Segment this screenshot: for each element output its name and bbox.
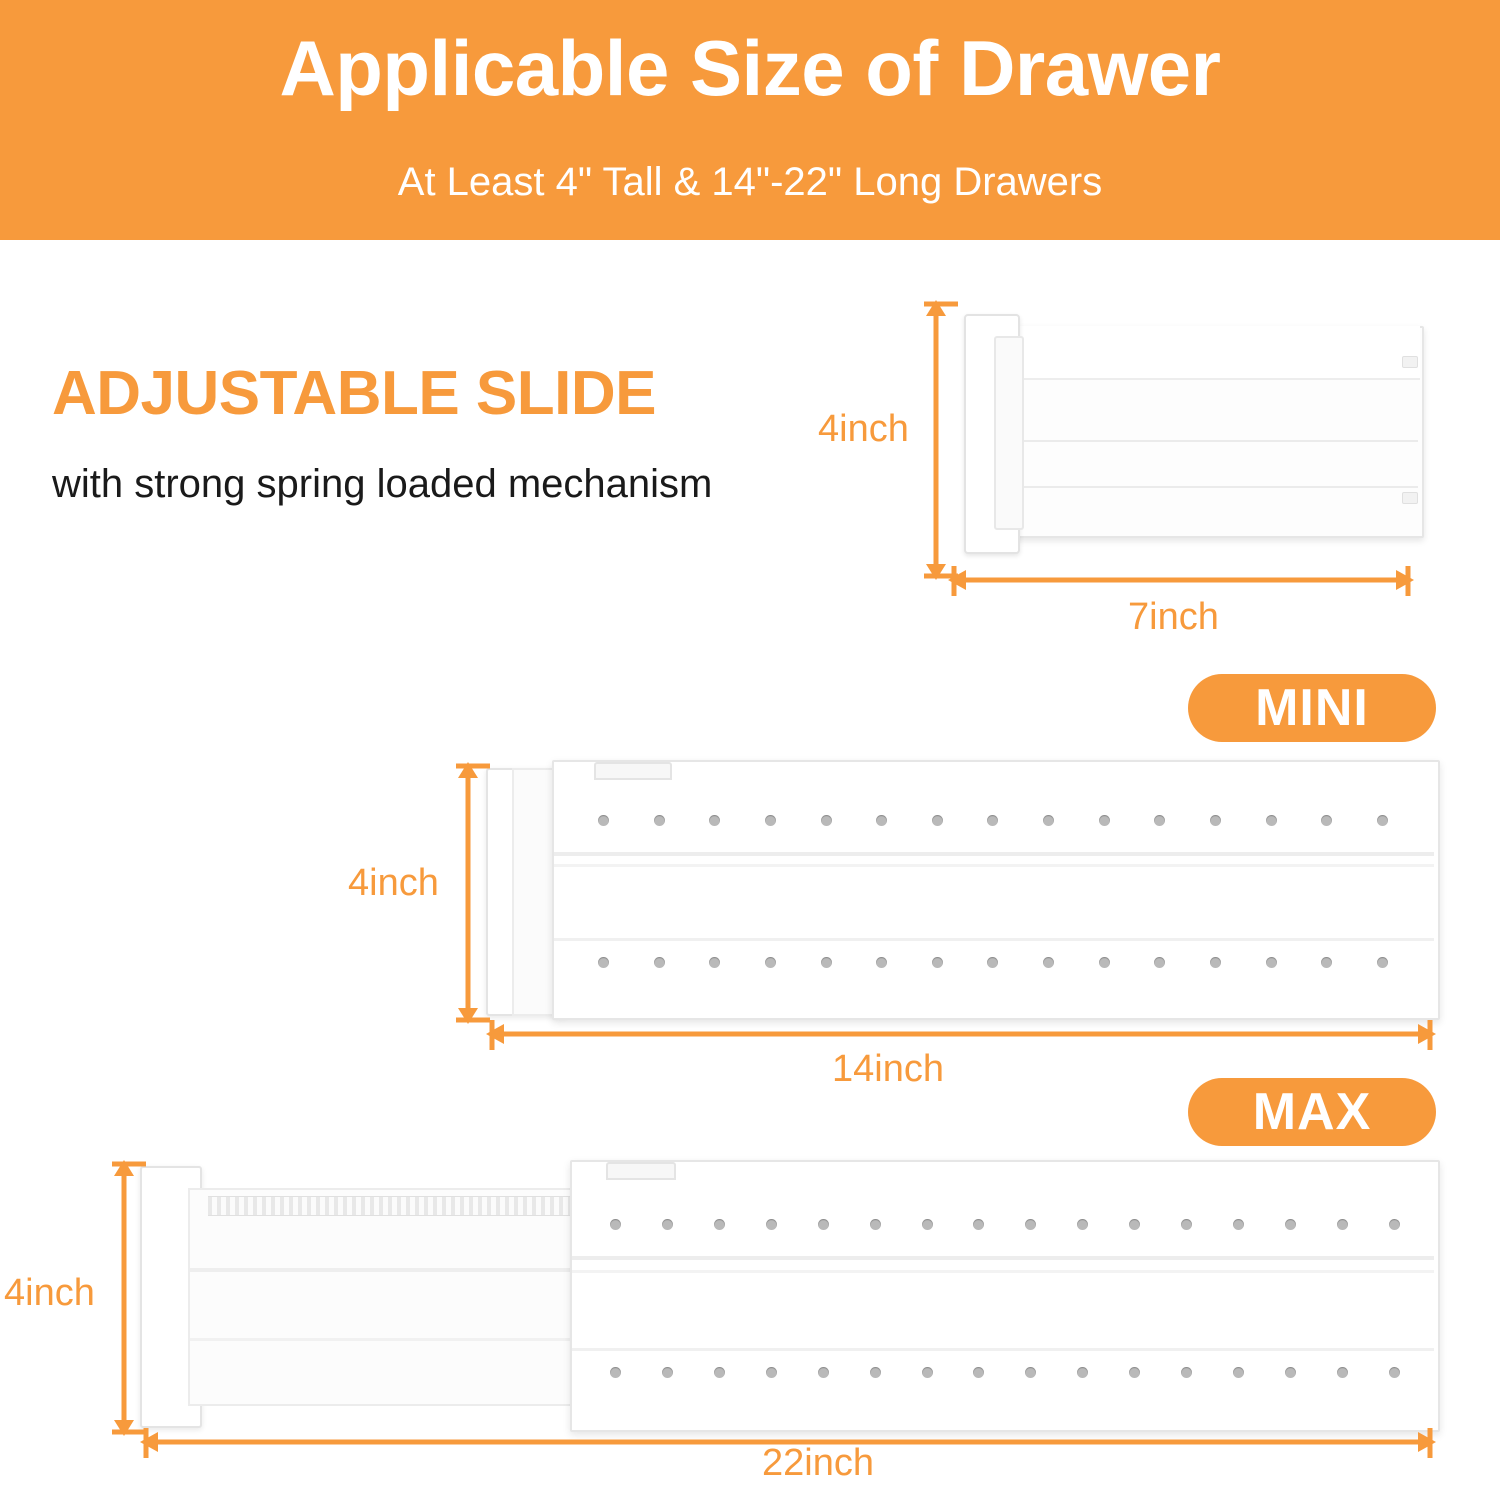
mini-release-tab: [594, 762, 672, 780]
mounting-hole: [610, 1219, 621, 1230]
mini-divider-body: [552, 760, 1440, 1020]
mounting-hole: [987, 957, 998, 968]
max-height-label: 4inch: [4, 1272, 95, 1314]
mounting-hole: [922, 1367, 933, 1378]
mounting-hole: [709, 957, 720, 968]
mounting-hole: [1210, 957, 1221, 968]
mounting-hole: [1043, 815, 1054, 826]
mini-seam-upper-secondary: [554, 864, 1434, 867]
mounting-hole: [1099, 815, 1110, 826]
mounting-hole: [1321, 957, 1332, 968]
mounting-hole: [1377, 957, 1388, 968]
mounting-hole: [610, 1367, 621, 1378]
mounting-hole: [709, 815, 720, 826]
mounting-hole: [1154, 815, 1165, 826]
mounting-hole: [765, 815, 776, 826]
mounting-hole: [1099, 957, 1110, 968]
mini-height-label: 4inch: [348, 862, 439, 904]
mounting-hole: [818, 1367, 829, 1378]
mounting-hole: [1266, 957, 1277, 968]
mounting-hole: [818, 1219, 829, 1230]
divider-clip-bottom: [1402, 492, 1418, 504]
mounting-hole: [821, 957, 832, 968]
height-arrow-small: [920, 300, 960, 580]
max-release-tab: [606, 1162, 676, 1180]
mounting-hole: [1285, 1219, 1296, 1230]
mounting-hole: [598, 957, 609, 968]
mini-hole-row-bottom: [598, 956, 1388, 968]
mounting-hole: [654, 957, 665, 968]
divider-top-band: [1008, 326, 1420, 380]
mounting-hole: [598, 815, 609, 826]
mini-seam-upper: [554, 852, 1434, 856]
mounting-hole: [876, 815, 887, 826]
mounting-hole: [714, 1367, 725, 1378]
mini-seam-lower: [554, 938, 1434, 941]
mounting-hole: [1233, 1219, 1244, 1230]
mounting-hole: [1210, 815, 1221, 826]
mounting-hole: [870, 1367, 881, 1378]
mounting-hole: [1025, 1219, 1036, 1230]
mounting-hole: [1154, 957, 1165, 968]
mounting-hole: [766, 1219, 777, 1230]
max-rail-seam-upper: [190, 1268, 606, 1272]
mounting-hole: [1129, 1367, 1140, 1378]
height-arrow-mini: [452, 762, 492, 1024]
mounting-hole: [973, 1367, 984, 1378]
mounting-hole: [714, 1219, 725, 1230]
mounting-hole: [870, 1219, 881, 1230]
mounting-hole: [987, 815, 998, 826]
mounting-hole: [1337, 1367, 1348, 1378]
mounting-hole: [1025, 1367, 1036, 1378]
max-seam-lower: [572, 1348, 1434, 1351]
mounting-hole: [1077, 1219, 1088, 1230]
badge-mini: MINI: [1188, 674, 1436, 742]
mounting-hole: [1389, 1367, 1400, 1378]
header-banner: [0, 0, 1500, 240]
mounting-hole: [932, 815, 943, 826]
divider-clip-top: [1402, 356, 1418, 368]
divider-seam-line-secondary: [1010, 486, 1418, 488]
mini-hole-row-top: [598, 814, 1388, 826]
product-image-small-divider: [950, 300, 1420, 562]
max-width-label: 22inch: [762, 1442, 874, 1484]
badge-max: MAX: [1188, 1078, 1436, 1146]
small-divider-height-label: 4inch: [818, 408, 909, 450]
mounting-hole: [654, 815, 665, 826]
max-divider-body: [570, 1160, 1440, 1432]
mounting-hole: [1321, 815, 1332, 826]
mounting-hole: [1377, 815, 1388, 826]
max-hole-row-top: [610, 1218, 1400, 1230]
mounting-hole: [1077, 1367, 1088, 1378]
page-title: Applicable Size of Drawer: [279, 24, 1221, 112]
mounting-hole: [662, 1219, 673, 1230]
width-arrow-mini: [486, 1016, 1436, 1052]
max-seam-upper: [572, 1256, 1434, 1260]
mini-width-label: 14inch: [832, 1048, 944, 1090]
mounting-hole: [1266, 815, 1277, 826]
max-extension-rail: [188, 1188, 612, 1406]
mounting-hole: [1233, 1367, 1244, 1378]
mounting-hole: [932, 957, 943, 968]
mounting-hole: [1129, 1219, 1140, 1230]
mounting-hole: [1181, 1367, 1192, 1378]
product-image-mini-divider: [486, 760, 1436, 1022]
mounting-hole: [922, 1219, 933, 1230]
mounting-hole: [1337, 1219, 1348, 1230]
mounting-hole: [766, 1367, 777, 1378]
page-subtitle: At Least 4" Tall & 14"-22" Long Drawers: [397, 160, 1103, 204]
max-rail-seam-lower: [190, 1338, 606, 1341]
width-arrow-small: [948, 562, 1414, 598]
feature-subtitle: with strong spring loaded mechanism: [52, 462, 713, 506]
mounting-hole: [973, 1219, 984, 1230]
small-divider-width-label: 7inch: [1128, 596, 1219, 638]
height-arrow-max: [108, 1160, 148, 1436]
mounting-hole: [876, 957, 887, 968]
mounting-hole: [662, 1367, 673, 1378]
mounting-hole: [1181, 1219, 1192, 1230]
mounting-hole: [765, 957, 776, 968]
divider-seam-line: [1010, 440, 1418, 442]
mounting-hole: [1389, 1219, 1400, 1230]
max-hole-row-bottom: [610, 1366, 1400, 1378]
max-rack-teeth: [208, 1196, 588, 1216]
mounting-hole: [821, 815, 832, 826]
mounting-hole: [1285, 1367, 1296, 1378]
product-image-max-divider: [140, 1160, 1436, 1432]
max-seam-upper-secondary: [572, 1270, 1434, 1273]
divider-end-cap-inner: [994, 336, 1024, 530]
mounting-hole: [1043, 957, 1054, 968]
feature-title: ADJUSTABLE SLIDE: [52, 359, 657, 428]
